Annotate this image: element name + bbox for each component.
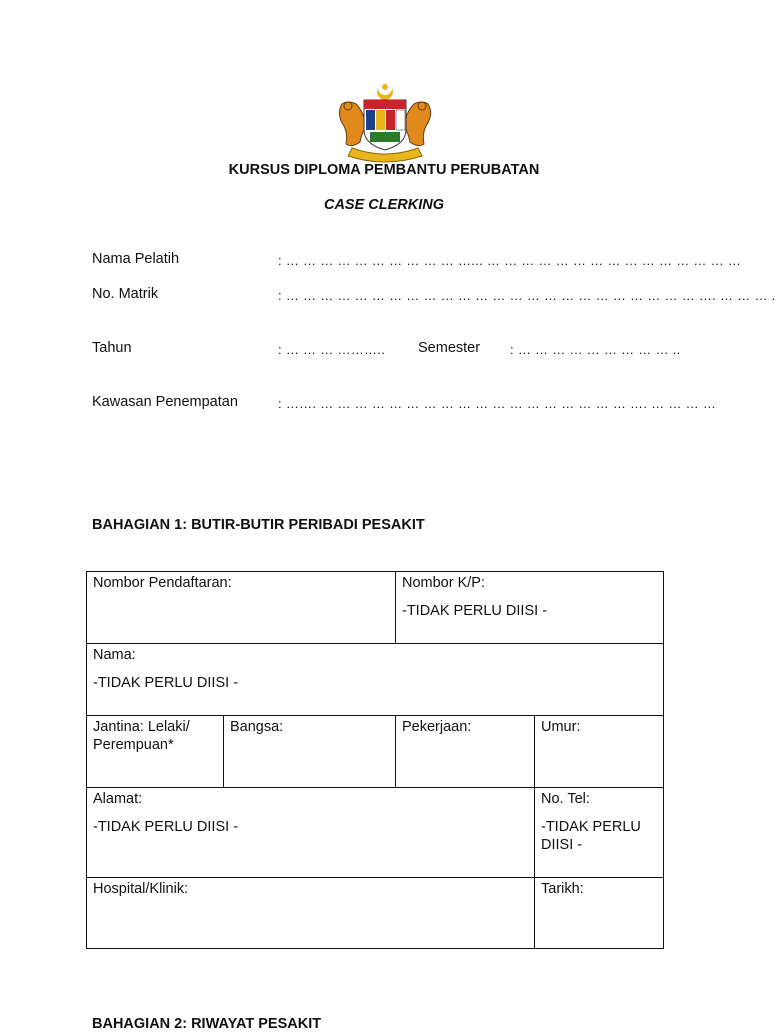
semester-field[interactable]: : … … … … … … … … … .. (510, 342, 681, 357)
hospital-klinik-label: Hospital/Klinik: (93, 881, 189, 897)
alamat-label: Alamat: (93, 791, 143, 807)
document-title: KURSUS DIPLOMA PEMBANTU PERUBATAN (228, 162, 540, 178)
tahun-label: Tahun (92, 340, 132, 356)
patient-details-table (86, 571, 664, 949)
tarikh-label: Tarikh: (541, 881, 584, 897)
kawasan-penempatan-label: Kawasan Penempatan (92, 394, 238, 410)
umur-label: Umur: (541, 719, 581, 735)
nama-pelatih-field[interactable]: : … … … … … … … … … … …... … … … … … … … … … … … … … … … (278, 253, 742, 268)
no-tel-label: No. Tel: (541, 791, 590, 807)
nombor-kp-cell[interactable] (396, 572, 664, 644)
no-tel-note-line2: DIISI - (541, 837, 583, 853)
jantina-cell[interactable] (87, 716, 224, 788)
no-tel-note-line1: -TIDAK PERLU (541, 819, 641, 835)
nama-label: Nama: (93, 647, 136, 663)
alamat-cell[interactable] (87, 788, 535, 878)
jantina-label-line1: Jantina: Lelaki/ (93, 719, 190, 735)
alamat-note: -TIDAK PERLU DIISI - (93, 819, 239, 835)
umur-cell[interactable] (535, 716, 664, 788)
jantina-label-line2: Perempuan* (93, 737, 174, 753)
section-2-heading: BAHAGIAN 2: RIWAYAT PESAKIT (92, 1016, 322, 1032)
coat-of-arms-logo (330, 82, 440, 164)
bangsa-cell[interactable] (224, 716, 396, 788)
no-matrik-label: No. Matrik (92, 286, 159, 302)
kawasan-penempatan-field[interactable]: : ……. … … … … … … … … … … … … … … … … … … …. … … … … (278, 396, 717, 411)
tahun-field[interactable]: : … … … ……….. (278, 342, 386, 357)
nombor-kp-note: -TIDAK PERLU DIISI - (402, 603, 548, 619)
semester-label: Semester (418, 340, 481, 356)
no-matrik-field[interactable]: : … … … … … … … … … … … … … … … … … … … … … … … … …. … … … . (278, 288, 776, 303)
tarikh-cell[interactable] (535, 878, 664, 949)
document-subtitle: CASE CLERKING (323, 197, 445, 213)
nama-pelatih-label: Nama Pelatih (92, 251, 180, 267)
nombor-pendaftaran-cell[interactable] (87, 572, 396, 644)
pekerjaan-label: Pekerjaan: (402, 719, 472, 735)
nama-cell[interactable] (87, 644, 664, 716)
section-1-heading: BAHAGIAN 1: BUTIR-BUTIR PERIBADI PESAKIT (92, 517, 425, 533)
nombor-kp-label: Nombor K/P: (402, 575, 485, 591)
hospital-klinik-cell[interactable] (87, 878, 535, 949)
bangsa-label: Bangsa: (230, 719, 284, 735)
nama-note: -TIDAK PERLU DIISI - (93, 675, 239, 691)
no-tel-cell[interactable] (535, 788, 664, 878)
pekerjaan-cell[interactable] (396, 716, 535, 788)
nombor-pendaftaran-label: Nombor Pendaftaran: (93, 575, 232, 591)
